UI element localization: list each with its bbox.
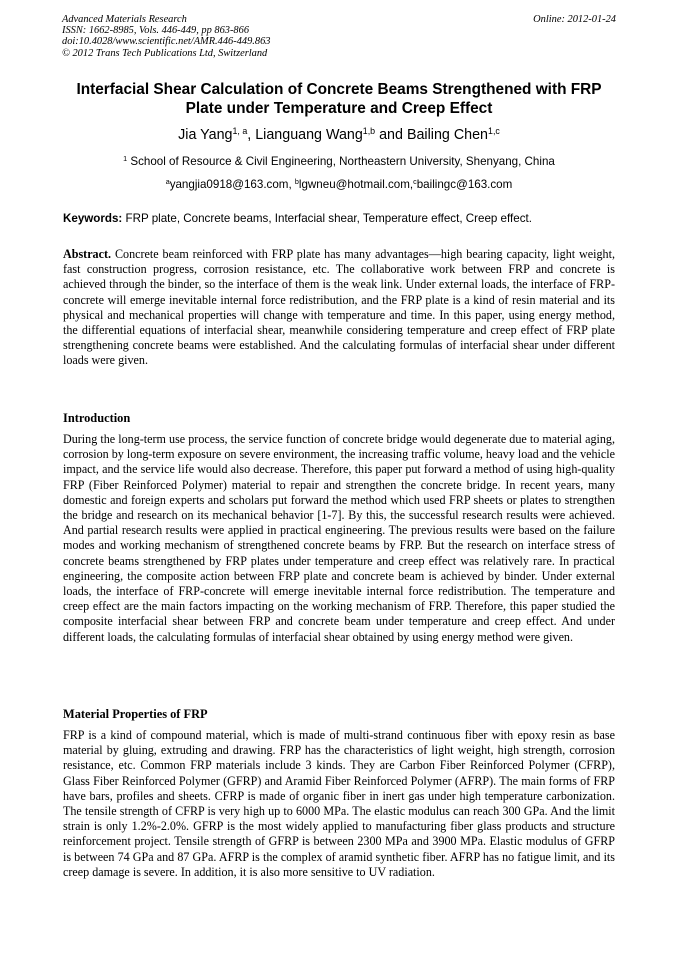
- introduction-paragraph: During the long-term use process, the service function of concrete bridge would degenerate due to material aging, corrosion by long-term exposure on severe environment, the increasing traffic volume, heavy load and the vehicle impact, and the service life would also decrease. Therefore, this paper put forward a method of using high-quality FRP (Fiber Reinforced Polymer) material to repair and strengthen the concrete bridge. In recent years, many domestic and foreign experts and scholars put forward the method which used FRP sheets or plates to strengthen the bridge and research on its mechanical behavior [1-7]. By this, the successful research results were achieved. And partial research results were applied in practical engineering. The previous results were based on the failure modes and working mechanism of strengthened concrete beams by FRP. But the research on interface stress of concrete beams strengthened by FRP plates under temperature and creep effect was relatively rare. In practical engineering, the composite action between FRP plate and concrete beam is achieved by binder. Under external loads, the interface of FRP-concrete will emerge inevitable internal force redistribution. The temperature and creep effect are the main factors impacting on the working mechanism of FRP. Therefore, this paper studied the composite interfacial shear between FRP and concrete beam under temperature and creep effect. And under different loads, the calculating formulas of interfacial shear obtained by using energy method were given.: [63, 432, 615, 644]
- affiliation-text: School of Resource & Civil Engineering, Northeastern University, Shenyang, China: [130, 155, 555, 168]
- abstract-label: Abstract.: [63, 247, 112, 261]
- abstract-text: Concrete beam reinforced with FRP plate has many advantages—high bearing capacity, light weight, fast construction progress, corrosion resistance, etc. The collaborative work between FRP and concrete is achieved through the binder, so the interface of them is the weak link. Under external loads, the interface of FRP-concrete will emerge inevitable internal force redistribution, and the FRP plate is a kind of resin material and its physical and mechanical properties will change with temperature and time. In this paper, using energy method, the differential equations of interfacial shear, meanwhile considering temperature and creep effect of FRP plate strengthening concrete beams were established. And the calculating formulas of interfacial shear under different loads were given.: [63, 247, 615, 368]
- section-heading-material-properties: Material Properties of FRP: [63, 707, 208, 721]
- abstract: [63, 247, 615, 369]
- title-line-1: Interfacial Shear Calculation of Concrete Beams Strengthened with FRP: [76, 81, 602, 98]
- author-separator: ,: [247, 127, 256, 143]
- author-name: Bailing Chen: [406, 127, 489, 143]
- title-line-2: Plate under Temperature and Creep Effect: [185, 100, 493, 117]
- email-mark: c: [413, 177, 417, 187]
- paper-title: [50, 80, 628, 118]
- author-emails: [40, 177, 638, 193]
- author-affiliation-mark: 1, a: [232, 126, 248, 137]
- issn-line: ISSN: 1662-8985, Vols. 446-449, pp 863-866: [62, 25, 250, 37]
- email-mark: a: [165, 177, 170, 187]
- journal-name: Advanced Materials Research: [62, 14, 187, 25]
- doi-line[interactable]: doi:10.4028/www.scientific.net/AMR.446-449.863: [62, 36, 271, 48]
- section-heading-introduction: Introduction: [63, 411, 131, 425]
- affiliation: [40, 154, 638, 170]
- author-list: [40, 126, 638, 144]
- online-date: Online: 2012-01-24: [533, 14, 616, 25]
- author-affiliation-mark: 1,b: [362, 126, 376, 137]
- email-address[interactable]: bailingc@163.com: [416, 178, 513, 191]
- keywords-text: FRP plate, Concrete beams, Interfacial shear, Temperature effect, Creep effect.: [122, 212, 532, 225]
- author-separator: and: [375, 127, 407, 143]
- journal-header: [62, 14, 616, 59]
- material-properties-paragraph: FRP is a kind of compound material, which is made of multi-strand continuous fiber with epoxy resin as base material by gluing, extruding and drawing. FRP has the characteristics of light weight, high strength, corrosion resistance, etc. Common FRP materials include 3 kinds. They are Carbon Fiber Reinforced Polymer (CFRP), Glass Fiber Reinforced Polymer (GFRP) and Aramid Fiber Reinforced Polymer (AFRP). The main forms of FRP have bars, profiles and sheets. CFRP is made of organic fiber in inert gas under high temperature carbonization. The tensile strength of CFRP is very high up to 6000 MPa. The elastic modulus can reach 300 GPa. And the limit strain is only 1.2%-2.0%. GFRP is the most widely applied to manufacturing fiber glass products and structure reinforcement project. Tensile strength of GFRP is between 2300 MPa and 3900 MPa. Elastic modulus of GFRP is between 74 GPa and 87 GPa. AFRP is the complex of aramid synthetic fiber. AFRP has no fatigue limit, and its creep damage is severe. In addition, it is also more sensitive to UV radiation.: [63, 728, 615, 879]
- email-address[interactable]: lgwneu@hotmail.com,: [298, 178, 414, 191]
- author-name: Jia Yang: [178, 127, 233, 143]
- author-name: Lianguang Wang: [255, 127, 363, 143]
- affiliation-mark: 1: [123, 154, 128, 164]
- email-mark: b: [294, 177, 299, 187]
- keywords: [63, 211, 623, 227]
- copyright-line: © 2012 Trans Tech Publications Ltd, Switzerland: [62, 47, 268, 59]
- email-address[interactable]: yangjia0918@163.com,: [169, 178, 295, 191]
- keywords-label: Keywords:: [63, 212, 123, 225]
- author-affiliation-mark: 1,c: [488, 126, 500, 137]
